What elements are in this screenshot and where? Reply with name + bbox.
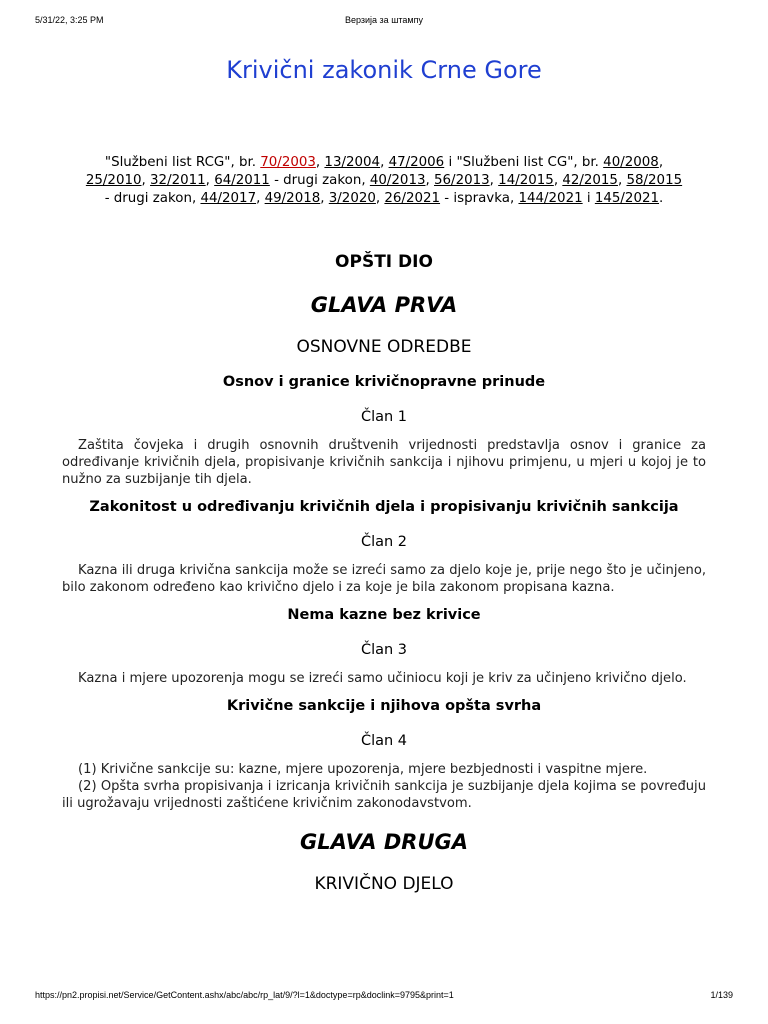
chapter-heading: GLAVA PRVA	[310, 293, 458, 317]
separator: ,	[141, 173, 151, 188]
separator: ,	[617, 173, 627, 188]
separator: ,	[658, 155, 664, 170]
gazette-link[interactable]: 49/2018	[264, 191, 321, 206]
gazette-link[interactable]: 40/2013	[369, 173, 426, 188]
article-paragraph: (2) Opšta svrha propisivanja i izricanja krivičnih sankcija je suzbijanje djela kojima se povređuju ili ugrožavaju vrijednosti zaštićene krivičnim zakonodavstvom.	[62, 779, 706, 811]
article-title: Nema kazne bez krivice	[287, 607, 481, 623]
document-body	[62, 52, 706, 894]
gazette-note: - drugi zakon	[104, 191, 192, 206]
article	[62, 374, 706, 488]
document-title: Krivični zakonik Crne Gore	[226, 56, 542, 84]
gazette-link[interactable]: 56/2013	[434, 173, 490, 188]
gazette-mid: i "Službeni list CG", br.	[444, 155, 604, 170]
chapter-heading: GLAVA DRUGA	[300, 830, 468, 854]
print-datetime: 5/31/22, 3:25 PM	[35, 15, 104, 25]
gazette-link[interactable]: 32/2011	[150, 173, 206, 188]
separator: ,	[320, 191, 329, 206]
article	[62, 698, 706, 812]
separator: ,	[191, 191, 201, 206]
part-heading: OPŠTI DIO	[335, 252, 433, 272]
separator: ,	[509, 191, 519, 206]
gazette-link[interactable]: 144/2021	[518, 191, 583, 206]
separator: ,	[315, 155, 325, 170]
gazette-link[interactable]: 3/2020	[328, 191, 376, 206]
article-title: Zakonitost u određivanju krivičnih djela i propisivanju krivičnih sankcija	[89, 499, 679, 515]
print-header	[35, 15, 733, 29]
separator: ,	[375, 191, 385, 206]
article-number: Član 4	[360, 733, 408, 749]
print-url: https://pn2.propisi.net/Service/GetContent.ashx/abc/abc/rp_lat/9/?l=1&doctype=rp&doclink=9795&print=1	[35, 990, 454, 1000]
article-title: Osnov i granice krivičnopravne prinude	[222, 374, 546, 390]
gazette-link[interactable]: 25/2010	[85, 173, 142, 188]
separator: ,	[553, 173, 563, 188]
separator: ,	[256, 191, 265, 206]
separator: ,	[425, 173, 435, 188]
gazette-note: - ispravka	[440, 191, 510, 206]
gazette-link[interactable]: 40/2008	[603, 155, 659, 170]
gazette-link[interactable]: 26/2021	[384, 191, 441, 206]
gazette-note: - drugi zakon	[269, 173, 362, 188]
separator: i	[582, 191, 595, 206]
print-page-number: 1/139	[710, 990, 733, 1000]
article-number: Član 1	[360, 409, 408, 425]
gazette-link[interactable]: 44/2017	[200, 191, 257, 206]
article-paragraph: (1) Krivične sankcije su: kazne, mjere upozorenja, mjere bezbjednosti i vaspitne mjere.	[78, 762, 648, 777]
article-paragraph: Zaštita čovjeka i drugih osnovnih društvenih vrijednosti predstavlja osnov i granice za određivanje krivičnih djela, propisivanje krivičnih sankcija i njihovu primjenu, u mjeri u kojoj je to nužno za suzbijanje tih djela.	[62, 438, 706, 487]
separator: ,	[361, 173, 370, 188]
gazette-link[interactable]: 70/2003	[260, 155, 316, 170]
gazette-link[interactable]: 145/2021	[594, 191, 660, 206]
article-paragraph: Kazna i mjere upozorenja mogu se izreći samo učiniocu koji je kriv za učinjeno krivično djelo.	[78, 671, 687, 686]
article-number: Član 2	[360, 534, 408, 550]
separator: ,	[489, 173, 499, 188]
gazette-link[interactable]: 58/2015	[626, 173, 683, 188]
chapter-subheading: OSNOVNE ODREDBE	[296, 337, 472, 357]
article	[62, 499, 706, 596]
gazette-link[interactable]: 13/2004	[324, 155, 381, 170]
print-page-title: Верзија за штампу	[344, 15, 423, 25]
article	[62, 607, 706, 687]
gazette-link[interactable]: 42/2015	[562, 173, 618, 188]
separator: ,	[205, 173, 215, 188]
separator: .	[659, 191, 664, 206]
gazette-prefix: "Službeni list RCG", br.	[104, 155, 261, 170]
gazette-link[interactable]: 64/2011	[214, 173, 270, 188]
article-title: Krivične sankcije i njihova opšta svrha	[226, 698, 542, 714]
gazette-link[interactable]: 14/2015	[498, 173, 554, 188]
print-footer	[35, 990, 733, 1004]
gazette-references	[62, 154, 706, 208]
chapter-subheading: KRIVIČNO DJELO	[314, 874, 454, 894]
article-paragraph: Kazna ili druga krivična sankcija može se izreći samo za djelo koje je, prije nego što je učinjeno, bilo zakonom određeno kao krivično djelo i za koje je bila zakonom propisana kazna.	[62, 563, 706, 595]
separator: ,	[380, 155, 389, 170]
gazette-link[interactable]: 47/2006	[388, 155, 445, 170]
article-number: Član 3	[360, 642, 408, 658]
